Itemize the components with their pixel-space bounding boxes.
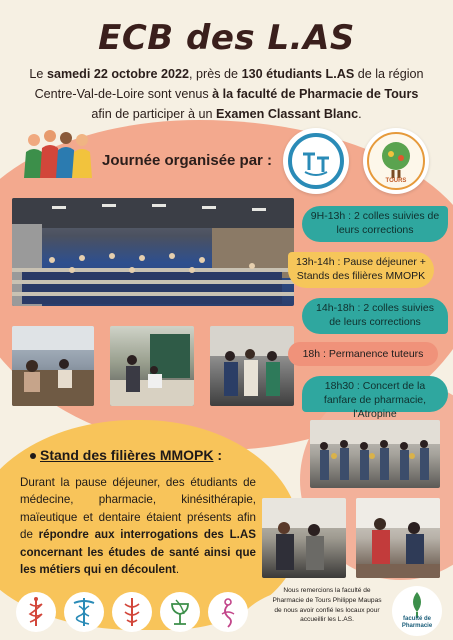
pharmacy-caduceus-icon (64, 592, 104, 632)
schedule-item-afternoon: 14h-18h : 2 colles suivies de leurs corrections (302, 298, 448, 334)
tours-student-association-logo (363, 128, 429, 194)
faculty-logo-text: faculté de Pharmacie (401, 616, 433, 629)
tst-logo (283, 128, 349, 194)
schedule-item-concert: 18h30 : Concert de la fanfare de pharmacie, l'Atropine (302, 376, 448, 412)
stand-photo-2 (356, 498, 440, 578)
amphitheatre-photo (12, 198, 294, 306)
stand-section-title: Stand des filières MMOPK : (40, 447, 223, 463)
faculty-pharmacy-logo (392, 586, 442, 636)
thanks-text: Nous remercions la faculté de Pharmacie de Tours Philippe Maupas de nous avoir confié les locaux pour accueillir les L.AS. (272, 587, 382, 624)
physio-icon (112, 592, 152, 632)
intro-paragraph: Le samedi 22 octobre 2022, près de 130 étudiants L.AS de la région Centre-Val-de-Loire sont venus à la faculté de Pharmacie de Tours afin de participer à un Examen Classant Blanc. (29, 67, 424, 121)
schedule-item-tutors: 18h : Permanence tuteurs (288, 342, 438, 366)
classroom-photo-3 (210, 326, 294, 406)
brass-band-photo (310, 420, 440, 488)
tours-logo-label: TOURS (385, 178, 407, 184)
midwifery-icon (208, 592, 248, 632)
classroom-photo-1 (12, 326, 94, 406)
pharmacy-cup-icon (160, 592, 200, 632)
organised-by-label: Journée organisée par : (102, 152, 273, 169)
stand-description: Durant la pause déjeuner, des étudiants de médecine, pharmacie, kinésithérapie, maïeutique et dentaire étaient présents afin de répondre aux interrogations des L.AS concernant les études de santé ainsi que les métiers qui en découlent. (20, 476, 256, 577)
bullet-icon (30, 453, 36, 459)
schedule-item-lunch: 13h-14h : Pause déjeuner + Stands des filières MMOPK (288, 252, 434, 288)
people-group-icon (22, 126, 94, 180)
stand-photo-1 (262, 498, 346, 578)
poster-title: ECB des L.AS (98, 18, 355, 58)
medicine-icon (16, 592, 56, 632)
classroom-photo-2 (110, 326, 194, 406)
health-fields-icon-row (16, 592, 252, 636)
schedule-item-morning: 9H-13h : 2 colles suivies de leurs corrections (302, 206, 448, 242)
